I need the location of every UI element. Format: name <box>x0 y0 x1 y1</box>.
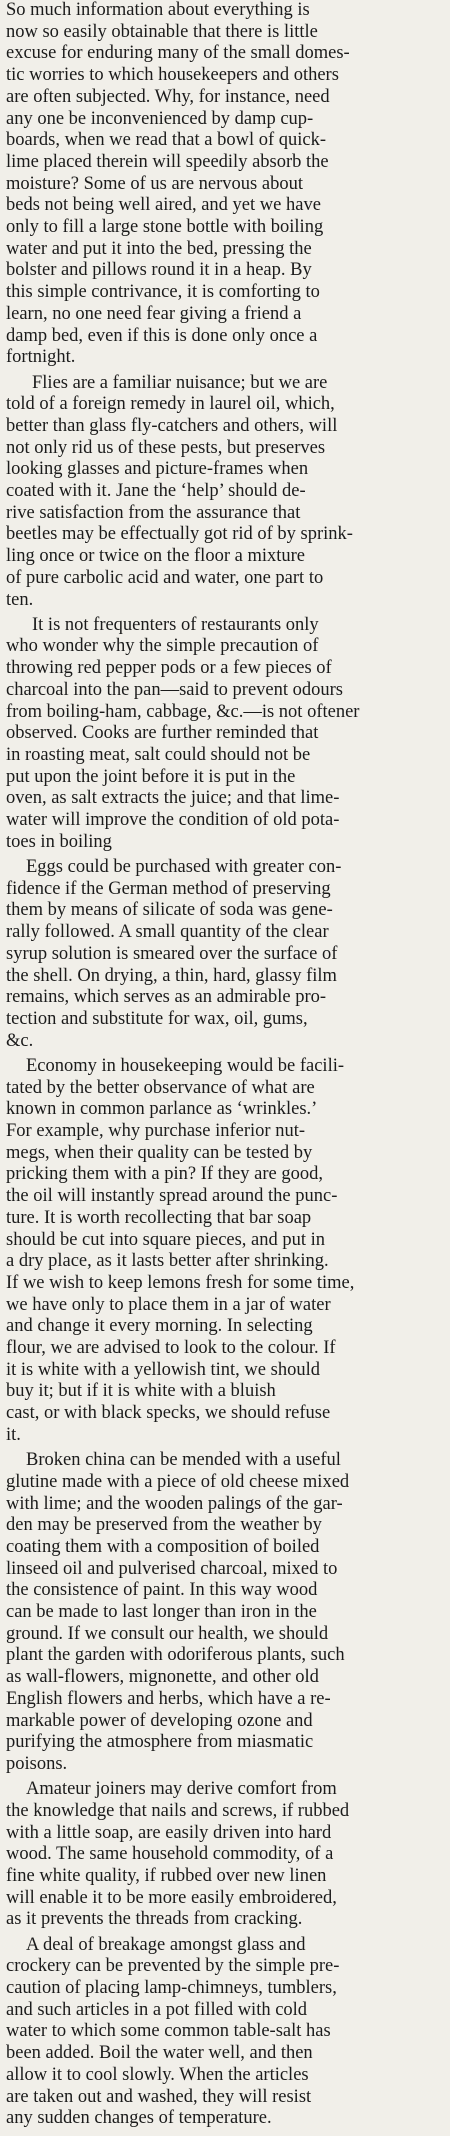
text-line: and change it every morning. In selecting <box>6 1316 313 1337</box>
text-line: better than glass fly-catchers and others, will <box>6 415 338 436</box>
text-line: English flowers and herbs, which have a re- <box>6 1688 331 1709</box>
text-line: water and put it into the bed, pressing the <box>6 238 312 259</box>
text-line: them by means of silicate of soda was gene- <box>6 900 333 921</box>
text-line: syrup solution is smeared over the surface of <box>6 943 338 964</box>
text-line: not only rid us of these pests, but preserves <box>6 437 326 458</box>
paragraph-6 <box>6 1450 349 1776</box>
text-line: buy it; but if it is white with a bluish <box>6 1381 276 1402</box>
text-line: tection and substitute for wax, oil, gums, <box>6 1008 308 1029</box>
text-line: If we wish to keep lemons fresh for some time, <box>6 1272 355 1293</box>
text-line: wood. The same household commodity, of a <box>6 1844 334 1865</box>
text-line: as wall-flowers, mignonette, and other old <box>6 1667 319 1688</box>
text-line: water to which some common table-salt has <box>6 2021 331 2042</box>
text-line: of pure carbolic acid and water, one part to <box>6 567 324 588</box>
text-line: damp bed, even if this is done only once a <box>6 325 318 346</box>
text-line: told of a foreign remedy in laurel oil, which, <box>6 394 335 415</box>
text-line: lime placed therein will speedily absorb the <box>6 151 329 172</box>
text-line: pricking them with a pin? If they are good, <box>6 1164 323 1185</box>
text-line: cast, or with black specks, we should refuse <box>6 1403 331 1424</box>
text-line: fortnight. <box>6 347 76 368</box>
text-line: now so easily obtainable that there is little <box>6 21 318 42</box>
text-line: coated with it. Jane the ‘help’ should de- <box>6 481 306 502</box>
text-line: bolster and pillows round it in a heap. By <box>6 260 312 281</box>
text-line: can be made to last longer than iron in the <box>6 1602 317 1623</box>
text-line: crockery can be prevented by the simple pre- <box>6 1956 340 1977</box>
text-line: are often subjected. Why, for instance, need <box>6 86 330 107</box>
text-line: boards, when we read that a bowl of quick- <box>6 130 327 151</box>
text-line: put upon the joint before it is put in the <box>6 766 296 787</box>
text-line: any one be inconvenienced by damp cup- <box>6 108 314 129</box>
text-line: Economy in housekeeping would be facili- <box>26 1055 345 1076</box>
paragraph-1 <box>6 0 350 369</box>
paragraph-2 <box>6 373 353 612</box>
text-line: caution of placing lamp-chimneys, tumblers, <box>6 1978 337 1999</box>
text-line: linseed oil and pulverised charcoal, mixed to <box>6 1558 338 1579</box>
text-line: any sudden changes of temperature. <box>6 2108 272 2129</box>
paragraph-3 <box>6 615 359 854</box>
text-line: this simple contrivance, it is comforting to <box>6 282 320 303</box>
text-line: charcoal into the pan—said to prevent odours <box>6 679 344 700</box>
text-line: oven, as salt extracts the juice; and that lime- <box>6 788 340 809</box>
paragraph-5 <box>6 1056 354 1447</box>
text-line: will enable it to be more easily embroidered, <box>6 1887 337 1908</box>
text-line: allow it to cool slowly. When the articles <box>6 2064 309 2085</box>
text-line: flour, we are advised to look to the colour. If <box>6 1338 336 1359</box>
text-line: who wonder why the simple precaution of <box>6 636 319 657</box>
paragraph-7 <box>6 1779 349 1931</box>
text-line: toes in boiling <box>6 831 112 852</box>
text-line: throwing red pepper pods or a few pieces of <box>6 658 332 679</box>
paragraph-8 <box>6 1935 339 2130</box>
text-line: it. <box>6 1424 21 1445</box>
text-line: observed. Cooks are further reminded that <box>6 723 319 744</box>
text-line: Flies are a familiar nuisance; but we are <box>32 372 328 393</box>
text-line: markable power of developing ozone and <box>6 1710 313 1731</box>
text-line: For example, why purchase inferior nut- <box>6 1120 305 1141</box>
text-line: looking glasses and picture-frames when <box>6 459 309 480</box>
text-line: are taken out and washed, they will resist <box>6 2086 312 2107</box>
text-line: with a little soap, are easily driven into hard <box>6 1822 332 1843</box>
text-line: beetles may be effectually got rid of by sprink- <box>6 524 353 545</box>
text-line: poisons. <box>6 1753 68 1774</box>
text-line: as it prevents the threads from cracking. <box>6 1909 303 1930</box>
text-line: with lime; and the wooden palings of the gar- <box>6 1493 343 1514</box>
text-line: been added. Boil the water well, and then <box>6 2043 313 2064</box>
text-line: the consistence of paint. In this way wood <box>6 1580 318 1601</box>
text-line: from boiling-ham, cabbage, &c.—is not oftener <box>6 701 360 722</box>
text-line: ture. It is worth recollecting that bar soap <box>6 1207 312 1228</box>
text-line: Broken china can be mended with a useful <box>26 1450 341 1471</box>
text-line: we have only to place them in a jar of water <box>6 1294 331 1315</box>
text-line: Eggs could be purchased with greater con- <box>26 857 342 878</box>
text-line: rally followed. A small quantity of the clear <box>6 922 329 943</box>
text-line: the knowledge that nails and screws, if rubbed <box>6 1800 350 1821</box>
paragraph-4 <box>6 857 341 1052</box>
text-line: coating them with a composition of boiled <box>6 1536 320 1557</box>
text-line: water will improve the condition of old pota- <box>6 810 340 831</box>
text-line: purifying the atmosphere from miasmatic <box>6 1732 314 1753</box>
text-line: plant the garden with odoriferous plants, such <box>6 1645 345 1666</box>
text-line: beds not being well aired, and yet we have <box>6 195 321 216</box>
text-line: ground. If we consult our health, we should <box>6 1623 329 1644</box>
text-line: So much information about everything is <box>6 0 310 20</box>
text-line: ling once or twice on the floor a mixture <box>6 546 305 567</box>
text-line: known in common parlance as ‘wrinkles.’ <box>6 1099 318 1120</box>
text-line: tated by the better observance of what are <box>6 1077 315 1098</box>
text-line: and such articles in a pot filled with cold <box>6 1999 308 2020</box>
text-line: fidence if the German method of preserving <box>6 878 331 899</box>
text-line: learn, no one need fear giving a friend a <box>6 303 302 324</box>
text-line: it is white with a yellowish tint, we should <box>6 1359 320 1380</box>
text-line: moisture? Some of us are nervous about <box>6 173 303 194</box>
text-line: a dry place, as it lasts better after shrinking. <box>6 1251 329 1272</box>
text-line: in roasting meat, salt could should not be <box>6 744 311 765</box>
text-line: excuse for enduring many of the small domes- <box>6 43 350 64</box>
text-line: only to fill a large stone bottle with boiling <box>6 217 324 238</box>
text-line: remains, which serves as an admirable pro- <box>6 987 327 1008</box>
text-line: It is not frequenters of restaurants only <box>32 614 319 635</box>
text-line: &c. <box>6 1030 34 1051</box>
text-line: megs, when their quality can be tested by <box>6 1142 313 1163</box>
text-line: the oil will instantly spread around the punc- <box>6 1186 338 1207</box>
text-line: A deal of breakage amongst glass and <box>26 1934 306 1955</box>
text-line: glutine made with a piece of old cheese mixed <box>6 1471 350 1492</box>
text-line: the shell. On drying, a thin, hard, glassy film <box>6 965 337 986</box>
text-line: should be cut into square pieces, and put in <box>6 1229 326 1250</box>
text-line: ten. <box>6 589 34 610</box>
text-line: tic worries to which housekeepers and others <box>6 65 339 86</box>
text-line: den may be preserved from the weather by <box>6 1515 322 1536</box>
text-line: rive satisfaction from the assurance that <box>6 502 301 523</box>
text-line: fine white quality, if rubbed over new linen <box>6 1866 327 1886</box>
text-line: Amateur joiners may derive comfort from <box>26 1779 337 1800</box>
